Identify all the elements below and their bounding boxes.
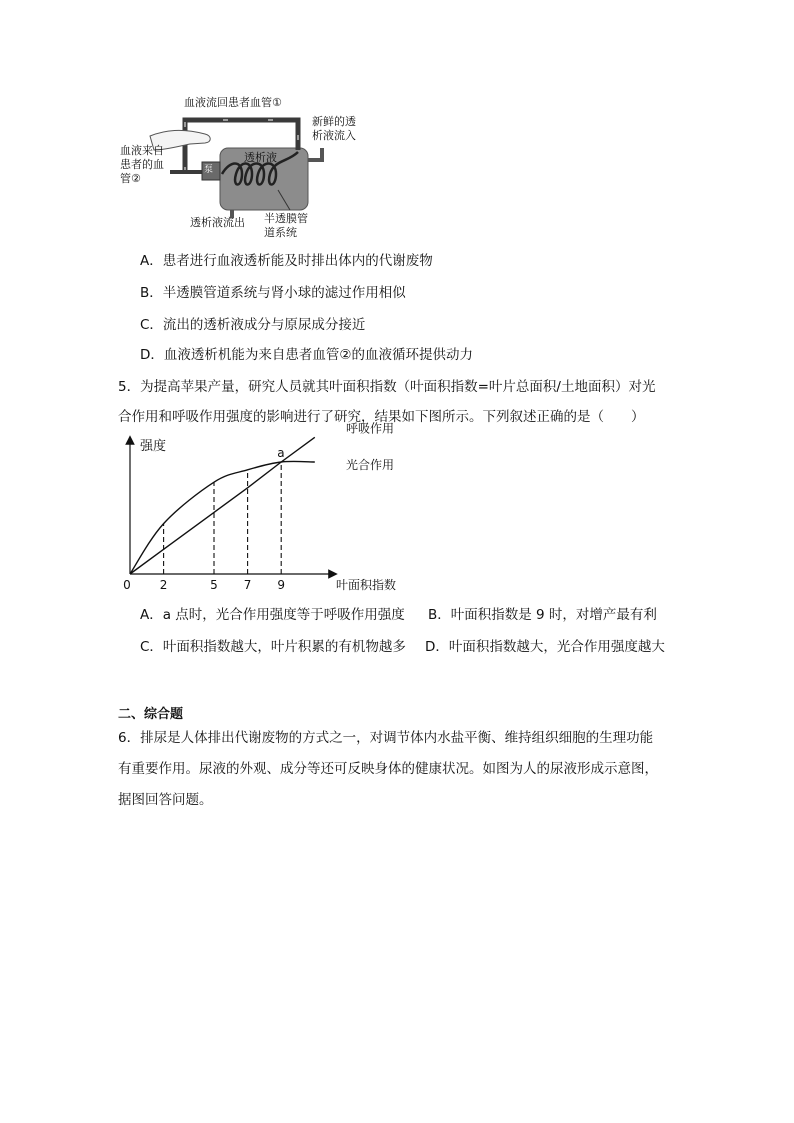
respiration-line <box>130 437 315 574</box>
q6-line-2: 有重要作用。尿液的外观、成分等还可反映身体的健康状况。如图为人的尿液形成示意图， <box>118 761 658 777</box>
photosynthesis-curve <box>130 461 315 574</box>
y-axis-label: 强度 <box>140 439 167 454</box>
q5-option-c: C．叶面积指数越大，叶片积累的有机物越多 <box>140 639 406 655</box>
label-pump: 泵 <box>204 165 214 175</box>
label-return: 血液流回患者血管① <box>184 96 282 109</box>
x-tick-7: 7 <box>243 578 252 592</box>
label-from-3: 管② <box>120 172 141 185</box>
fresh-inlet <box>308 148 322 160</box>
q5-option-d: D．叶面积指数越大，光合作用强度越大 <box>425 639 665 655</box>
q5-stem-line-1: 5．为提高苹果产量，研究人员就其叶面积指数（叶面积指数=叶片总面积/土地面积）对光 <box>118 379 656 395</box>
q5-chart-svg <box>115 421 415 592</box>
q6-line-1: 6．排尿是人体排出代谢废物的方式之一，对调节体内水盐平衡、维持组织细胞的生理功能 <box>118 730 654 746</box>
legend-respiration: 呼吸作用 <box>346 421 395 436</box>
point-a-label: a <box>277 446 285 460</box>
q5-stem-line-2: 合作用和呼吸作用强度的影响进行了研究，结果如下图所示。下列叙述正确的是（ ） <box>118 409 645 425</box>
q4-option-a: A．患者进行血液透析能及时排出体内的代谢废物 <box>140 253 433 269</box>
x-tick-2: 2 <box>159 578 168 592</box>
legend-photosynthesis: 光合作用 <box>346 458 395 472</box>
label-outflow: 透析液流出 <box>190 216 245 229</box>
q4-option-d: D．血液透析机能为来自患者血管②的血液循环提供动力 <box>140 347 473 363</box>
section-title: 二、综合题 <box>118 707 184 722</box>
label-from-1: 血液来自 <box>120 144 164 157</box>
x-tick-5: 5 <box>210 578 218 592</box>
x-tick-0: 0 <box>123 578 131 592</box>
label-fresh-1: 新鲜的透 <box>312 115 356 128</box>
q4-option-c: C．流出的透析液成分与原尿成分接近 <box>140 317 366 333</box>
label-membrane-1: 半透膜管 <box>264 212 308 225</box>
q5-option-b: B．叶面积指数是 9 时，对增产最有利 <box>428 607 657 623</box>
label-tank: 透析液 <box>244 151 277 164</box>
q4-option-b: B．半透膜管道系统与肾小球的滤过作用相似 <box>140 285 406 301</box>
q5-chart <box>115 421 415 592</box>
label-from-2: 患者的血 <box>120 158 164 171</box>
label-fresh-2: 析液流入 <box>312 129 356 142</box>
label-membrane-2: 道系统 <box>264 226 297 239</box>
q6-line-3: 据图回答问题。 <box>118 792 213 808</box>
x-tick-9: 9 <box>277 578 286 592</box>
x-axis-label: 叶面积指数 <box>336 578 397 592</box>
q5-option-a: A．a 点时，光合作用强度等于呼吸作用强度 <box>140 607 405 623</box>
